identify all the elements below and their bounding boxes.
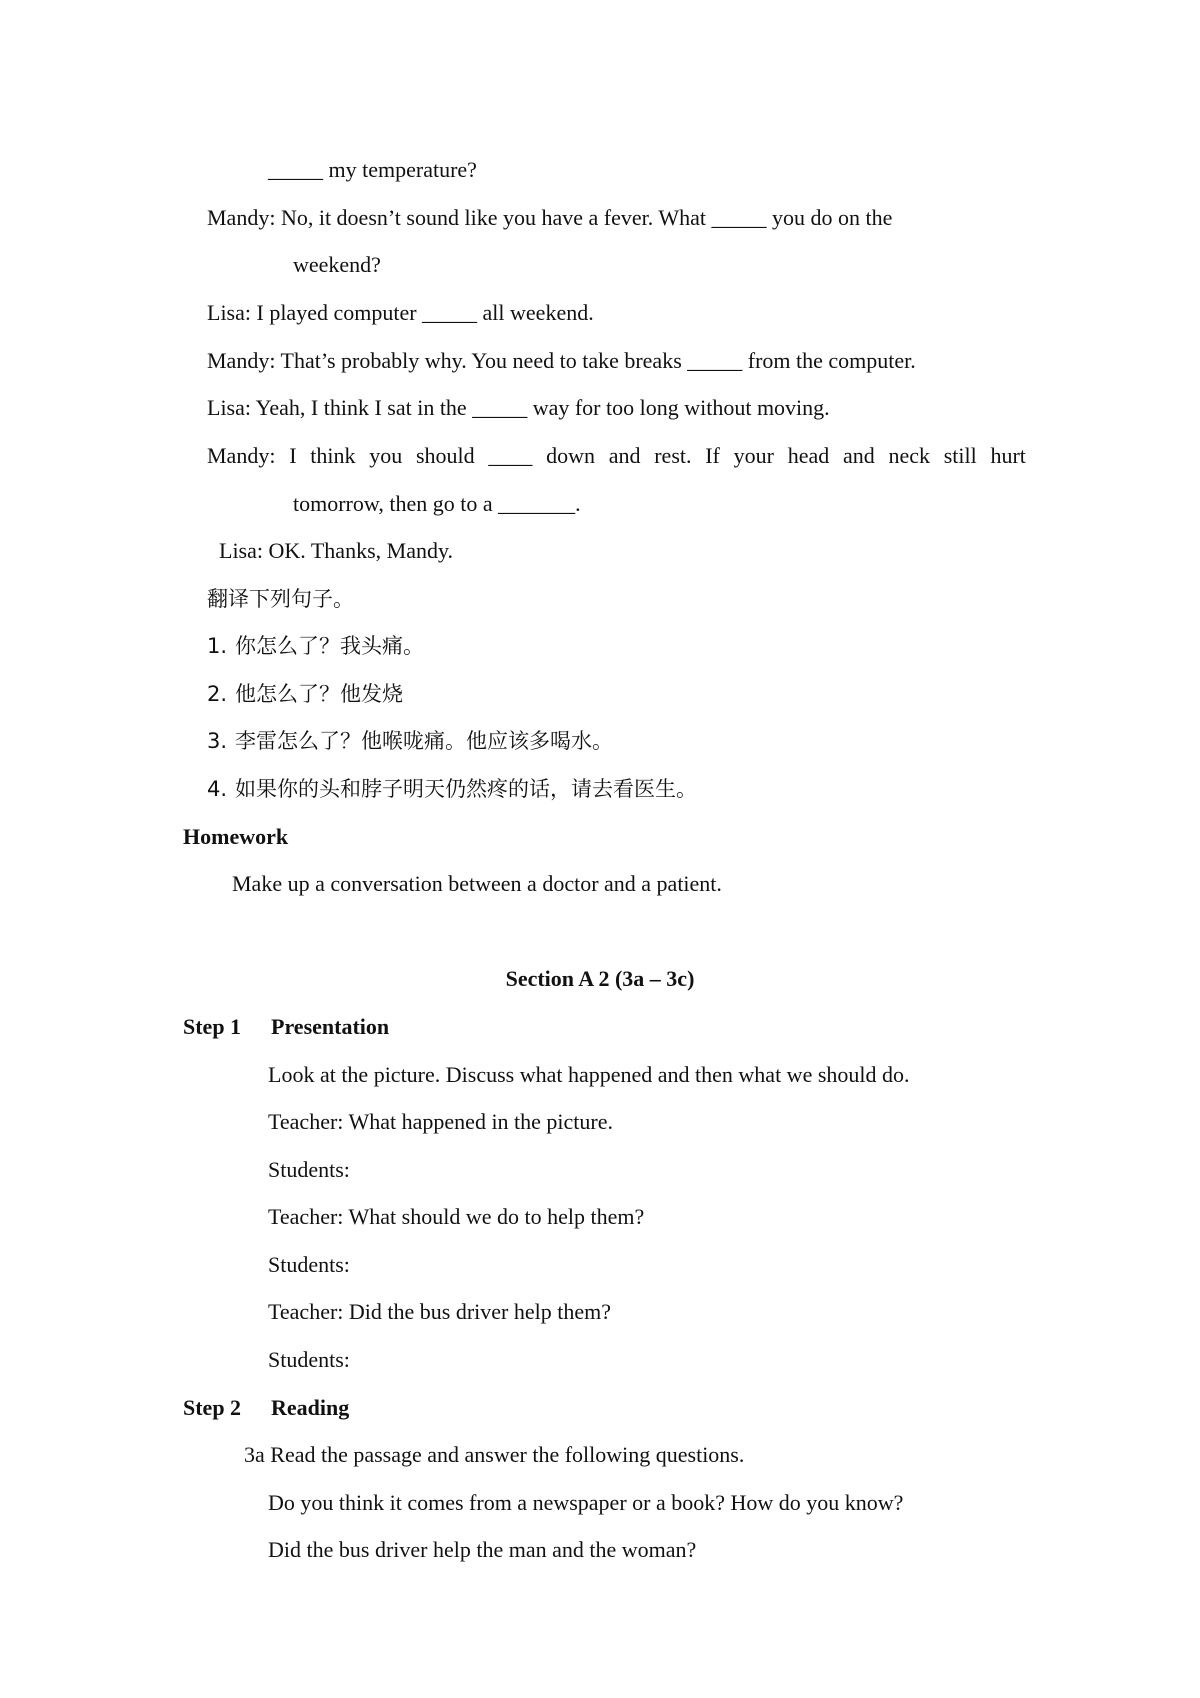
question-line: Did the bus driver help the man and the woman? — [268, 1537, 697, 1562]
dialogue-line-justified: Mandy: I think you should ____ down and rest. If your head and neck still hurt — [207, 443, 1026, 468]
step-heading: Step 1 Presentation — [183, 1014, 390, 1039]
question-line: Do you think it comes from a newspaper or a book? How do you know? — [268, 1490, 904, 1515]
dialogue-line: tomorrow, then go to a _______. — [293, 491, 581, 516]
dialogue-line: Mandy: That’s probably why. You need to take breaks _____ from the computer. — [207, 348, 916, 373]
translate-item: 3. 李雷怎么了？他喉咙痛。他应该多喝水。 — [207, 729, 613, 753]
translate-item: 4. 如果你的头和脖子明天仍然疼的话，请去看医生。 — [207, 777, 697, 801]
dialogue-line: Lisa: OK. Thanks, Mandy. — [219, 538, 454, 563]
homework-text: Make up a conversation between a doctor and a patient. — [232, 871, 722, 896]
step-line: Teacher: Did the bus driver help them? — [268, 1299, 611, 1324]
step-line: Look at the picture. Discuss what happened and then what we should do. — [268, 1062, 910, 1087]
step-line: Students: — [268, 1347, 350, 1372]
dialogue-line: weekend? — [293, 252, 381, 277]
translate-item: 1. 你怎么了？我头痛。 — [207, 634, 424, 658]
homework-heading: Homework — [183, 824, 289, 849]
dialogue-line: Lisa: Yeah, I think I sat in the _____ way for too long without moving. — [207, 395, 830, 420]
dialogue-line: _____ my temperature? — [268, 157, 477, 182]
translate-item: 2. 他怎么了？他发烧 — [207, 682, 403, 706]
step-line: Teacher: What should we do to help them? — [268, 1204, 645, 1229]
step-line: Students: — [268, 1252, 350, 1277]
translate-heading: 翻译下列句子。 — [207, 587, 354, 611]
step-heading: Step 2 Reading — [183, 1395, 350, 1420]
step-line: Teacher: What happened in the picture. — [268, 1109, 614, 1134]
dialogue-line: Lisa: I played computer _____ all weekend. — [207, 300, 594, 325]
step-line: 3a Read the passage and answer the following questions. — [244, 1442, 745, 1467]
section-title: Section A 2 (3a – 3c) — [505, 966, 695, 991]
step-line: Students: — [268, 1157, 350, 1182]
dialogue-line: Mandy: No, it doesn’t sound like you have a fever. What _____ you do on the — [207, 205, 893, 230]
